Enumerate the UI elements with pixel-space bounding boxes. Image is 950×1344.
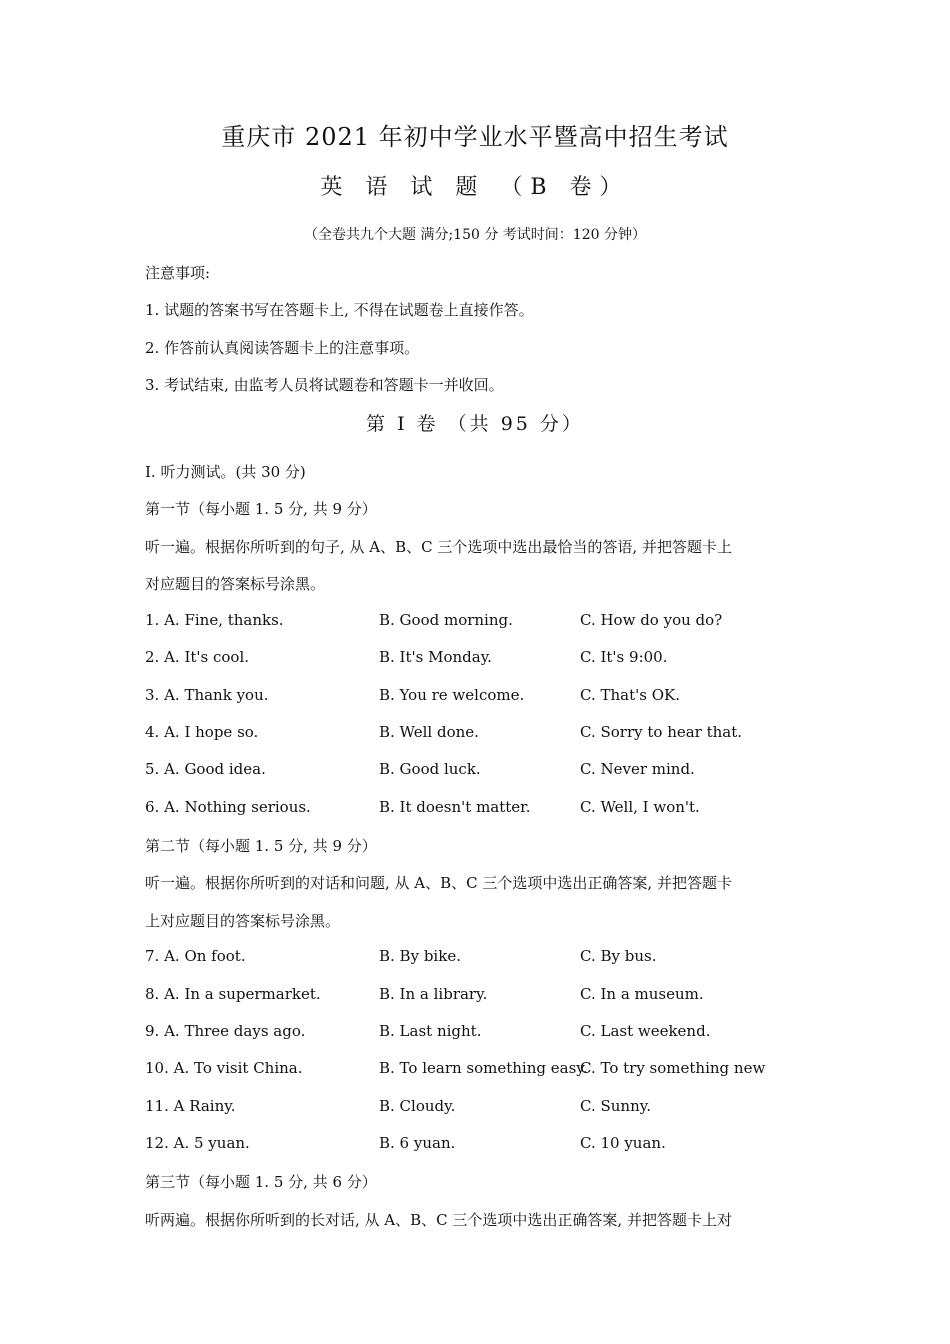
question-11-option-b: B. Cloudy. bbox=[379, 1097, 456, 1115]
question-12-option-a: 12. A. 5 yuan. bbox=[145, 1134, 250, 1152]
section-heading-listening: I. 听力测试。(共 30 分) bbox=[145, 463, 306, 481]
question-5-option-a: 5. A. Good idea. bbox=[145, 760, 266, 778]
question-3-option-a: 3. A. Thank you. bbox=[145, 686, 269, 704]
exam-meta: （全卷共九个大题 满分;150 分 考试时间：120 分钟） bbox=[304, 227, 646, 243]
question-7-option-c: C. By bus. bbox=[580, 947, 657, 965]
section2-instruction: 听一遍。根据你所听到的对话和问题, 从 A、B、C 三个选项中选出正确答案, 并把答题卡 bbox=[145, 874, 732, 892]
question-11-option-a: 11. A Rainy. bbox=[145, 1097, 236, 1115]
section3-instruction: 听两遍。根据你所听到的长对话, 从 A、B、C 三个选项中选出正确答案, 并把答题卡上对 bbox=[145, 1211, 732, 1229]
question-9-option-a: 9. A. Three days ago. bbox=[145, 1022, 306, 1040]
part-title: 第 I 卷 （共 95 分） bbox=[366, 413, 584, 435]
section1-heading: 第一节（每小题 1. 5 分, 共 9 分） bbox=[145, 500, 377, 518]
question-10-option-b: B. To learn something easy. bbox=[379, 1059, 588, 1077]
question-6-option-a: 6. A. Nothing serious. bbox=[145, 798, 311, 816]
section2-instruction-cont: 上对应题目的答案标号涂黑。 bbox=[145, 912, 341, 930]
question-8-option-a: 8. A. In a supermarket. bbox=[145, 985, 321, 1003]
question-1-option-a: 1. A. Fine, thanks. bbox=[145, 611, 284, 629]
section3-heading: 第三节（每小题 1. 5 分, 共 6 分） bbox=[145, 1173, 377, 1191]
question-9-option-b: B. Last night. bbox=[379, 1022, 482, 1040]
question-9-option-c: C. Last weekend. bbox=[580, 1022, 711, 1040]
section2-heading: 第二节（每小题 1. 5 分, 共 9 分） bbox=[145, 837, 377, 855]
question-1-option-b: B. Good morning. bbox=[379, 611, 513, 629]
question-5-option-b: B. Good luck. bbox=[379, 760, 481, 778]
section1-instruction-cont: 对应题目的答案标号涂黑。 bbox=[145, 575, 326, 593]
question-2-option-b: B. It's Monday. bbox=[379, 648, 492, 666]
question-4-option-c: C. Sorry to hear that. bbox=[580, 723, 743, 741]
question-6-option-b: B. It doesn't matter. bbox=[379, 798, 531, 816]
question-1-option-c: C. How do you do? bbox=[580, 611, 723, 629]
question-4-option-a: 4. A. I hope so. bbox=[145, 723, 259, 741]
notice-item: 1. 试题的答案书写在答题卡上, 不得在试题卷上直接作答。 bbox=[145, 301, 534, 319]
question-6-option-c: C. Well, I won't. bbox=[580, 798, 700, 816]
question-4-option-b: B. Well done. bbox=[379, 723, 479, 741]
question-2-option-a: 2. A. It's cool. bbox=[145, 648, 250, 666]
question-7-option-b: B. By bike. bbox=[379, 947, 461, 965]
question-10-option-a: 10. A. To visit China. bbox=[145, 1059, 303, 1077]
question-7-option-a: 7. A. On foot. bbox=[145, 947, 246, 965]
question-12-option-b: B. 6 yuan. bbox=[379, 1134, 456, 1152]
section1-instruction: 听一遍。根据你所听到的句子, 从 A、B、C 三个选项中选出最恰当的答语, 并把答题卡上 bbox=[145, 538, 732, 556]
exam-subtitle: 英 语 试 题 （B 卷） bbox=[320, 175, 630, 200]
question-3-option-b: B. You re welcome. bbox=[379, 686, 525, 704]
question-8-option-c: C. In a museum. bbox=[580, 985, 704, 1003]
question-3-option-c: C. That's OK. bbox=[580, 686, 680, 704]
exam-title: 重庆市 2021 年初中学业水平暨高中招生考试 bbox=[221, 123, 729, 151]
question-11-option-c: C. Sunny. bbox=[580, 1097, 651, 1115]
question-8-option-b: B. In a library. bbox=[379, 985, 488, 1003]
notice-item: 2. 作答前认真阅读答题卡上的注意事项。 bbox=[145, 339, 420, 357]
question-12-option-c: C. 10 yuan. bbox=[580, 1134, 666, 1152]
question-10-option-c: C. To try something new bbox=[580, 1059, 766, 1077]
notice-item: 3. 考试结束, 由监考人员将试题卷和答题卡一并收回。 bbox=[145, 376, 504, 394]
question-5-option-c: C. Never mind. bbox=[580, 760, 695, 778]
question-2-option-c: C. It's 9:00. bbox=[580, 648, 668, 666]
notice-heading: 注意事项: bbox=[145, 264, 211, 282]
